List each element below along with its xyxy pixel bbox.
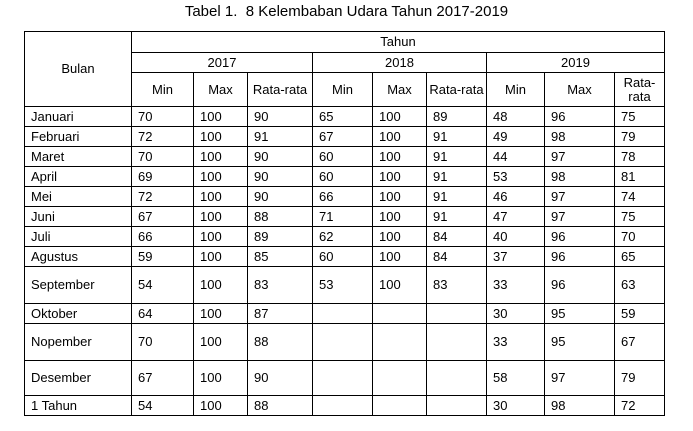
cell-max: 100 xyxy=(194,227,248,247)
cell-rata-rata: 90 xyxy=(248,167,313,187)
cell-max: 97 xyxy=(545,187,615,207)
cell-rata-rata: 63 xyxy=(615,267,665,304)
cell-min xyxy=(313,324,373,361)
cell-rata-rata: 72 xyxy=(615,396,665,416)
cell-bulan: Januari xyxy=(25,107,132,127)
cell-max: 100 xyxy=(194,107,248,127)
cell-max: 98 xyxy=(545,127,615,147)
cell-min xyxy=(313,396,373,416)
cell-rata-rata xyxy=(427,304,487,324)
cell-rata-rata: 91 xyxy=(427,187,487,207)
cell-min: 66 xyxy=(132,227,194,247)
cell-max: 100 xyxy=(373,227,427,247)
header-max: Max xyxy=(194,73,248,107)
cell-min: 48 xyxy=(487,107,545,127)
table-row xyxy=(25,167,665,187)
cell-min: 30 xyxy=(487,304,545,324)
cell-min: 30 xyxy=(487,396,545,416)
cell-max: 100 xyxy=(373,107,427,127)
cell-min: 72 xyxy=(132,127,194,147)
cell-rata-rata: 65 xyxy=(615,247,665,267)
table-row xyxy=(25,187,665,207)
cell-bulan: Februari xyxy=(25,127,132,147)
cell-max: 100 xyxy=(194,127,248,147)
cell-max xyxy=(373,361,427,396)
cell-rata-rata: 83 xyxy=(427,267,487,304)
cell-max: 97 xyxy=(545,207,615,227)
table-row xyxy=(25,304,665,324)
cell-rata-rata: 90 xyxy=(248,361,313,396)
cell-rata-rata: 85 xyxy=(248,247,313,267)
cell-max: 100 xyxy=(373,167,427,187)
cell-max: 100 xyxy=(373,207,427,227)
cell-bulan: September xyxy=(25,267,132,304)
cell-max: 100 xyxy=(194,187,248,207)
cell-min: 33 xyxy=(487,267,545,304)
cell-rata-rata: 91 xyxy=(427,207,487,227)
cell-rata-rata xyxy=(427,361,487,396)
cell-min: 72 xyxy=(132,187,194,207)
cell-min xyxy=(313,361,373,396)
cell-min: 64 xyxy=(132,304,194,324)
cell-bulan: 1 Tahun xyxy=(25,396,132,416)
cell-max xyxy=(373,304,427,324)
header-bulan: Bulan xyxy=(25,32,132,107)
cell-max: 97 xyxy=(545,147,615,167)
cell-rata-rata xyxy=(427,396,487,416)
table-caption: Tabel 1. 8 Kelembaban Udara Tahun 2017-2019 xyxy=(184,3,509,20)
table-row xyxy=(25,227,665,247)
cell-min: 67 xyxy=(132,207,194,227)
cell-min: 60 xyxy=(313,247,373,267)
cell-rata-rata: 83 xyxy=(248,267,313,304)
cell-min: 59 xyxy=(132,247,194,267)
header-row-year-group xyxy=(25,32,665,53)
cell-rata-rata: 75 xyxy=(615,207,665,227)
cell-rata-rata: 74 xyxy=(615,187,665,207)
cell-max: 100 xyxy=(194,267,248,304)
cell-min: 40 xyxy=(487,227,545,247)
cell-max: 96 xyxy=(545,267,615,304)
cell-rata-rata: 90 xyxy=(248,147,313,167)
cell-rata-rata: 91 xyxy=(427,127,487,147)
cell-min: 44 xyxy=(487,147,545,167)
cell-rata-rata: 84 xyxy=(427,247,487,267)
cell-max: 100 xyxy=(194,324,248,361)
header-rata-rata: Rata-rata xyxy=(427,73,487,107)
cell-min: 62 xyxy=(313,227,373,247)
cell-rata-rata: 91 xyxy=(248,127,313,147)
cell-max: 100 xyxy=(373,247,427,267)
table-row xyxy=(25,396,665,416)
cell-rata-rata: 79 xyxy=(615,127,665,147)
cell-min: 60 xyxy=(313,167,373,187)
table-row xyxy=(25,247,665,267)
cell-max xyxy=(373,324,427,361)
table-row xyxy=(25,361,665,396)
cell-max: 100 xyxy=(194,207,248,227)
cell-rata-rata: 88 xyxy=(248,396,313,416)
cell-max: 98 xyxy=(545,396,615,416)
cell-max: 98 xyxy=(545,167,615,187)
table-row xyxy=(25,127,665,147)
header-rata-rata: Rata-rata xyxy=(248,73,313,107)
header-year-2018: 2018 xyxy=(313,53,487,73)
cell-bulan: Desember xyxy=(25,361,132,396)
cell-bulan: Juli xyxy=(25,227,132,247)
cell-bulan: Oktober xyxy=(25,304,132,324)
cell-max: 100 xyxy=(373,127,427,147)
cell-max: 96 xyxy=(545,107,615,127)
header-min: Min xyxy=(487,73,545,107)
cell-min: 46 xyxy=(487,187,545,207)
cell-max: 100 xyxy=(373,187,427,207)
cell-max: 95 xyxy=(545,304,615,324)
cell-rata-rata: 88 xyxy=(248,324,313,361)
table-row xyxy=(25,147,665,167)
cell-rata-rata: 88 xyxy=(248,207,313,227)
cell-max: 96 xyxy=(545,227,615,247)
cell-bulan: Mei xyxy=(25,187,132,207)
cell-min: 66 xyxy=(313,187,373,207)
table-row xyxy=(25,267,665,304)
cell-max: 100 xyxy=(194,147,248,167)
cell-min: 60 xyxy=(313,147,373,167)
cell-max: 100 xyxy=(194,167,248,187)
cell-rata-rata: 87 xyxy=(248,304,313,324)
cell-max: 100 xyxy=(194,361,248,396)
cell-max: 96 xyxy=(545,247,615,267)
cell-rata-rata: 67 xyxy=(615,324,665,361)
cell-max: 100 xyxy=(373,267,427,304)
header-max: Max xyxy=(545,73,615,107)
cell-rata-rata: 84 xyxy=(427,227,487,247)
cell-rata-rata: 89 xyxy=(248,227,313,247)
cell-max: 100 xyxy=(194,247,248,267)
cell-rata-rata: 91 xyxy=(427,147,487,167)
cell-min: 71 xyxy=(313,207,373,227)
header-year-2019: 2019 xyxy=(487,53,665,73)
cell-max: 100 xyxy=(194,304,248,324)
cell-min: 65 xyxy=(313,107,373,127)
table-row xyxy=(25,207,665,227)
cell-rata-rata xyxy=(427,324,487,361)
cell-min: 37 xyxy=(487,247,545,267)
cell-min: 67 xyxy=(313,127,373,147)
cell-bulan: April xyxy=(25,167,132,187)
cell-bulan: Nopember xyxy=(25,324,132,361)
cell-min: 70 xyxy=(132,147,194,167)
cell-rata-rata: 79 xyxy=(615,361,665,396)
cell-min: 33 xyxy=(487,324,545,361)
header-rata-rata: Rata-rata xyxy=(615,73,665,107)
cell-rata-rata: 78 xyxy=(615,147,665,167)
cell-min: 54 xyxy=(132,396,194,416)
humidity-table xyxy=(24,31,665,416)
cell-bulan: Agustus xyxy=(25,247,132,267)
header-tahun: Tahun xyxy=(132,32,665,53)
header-min: Min xyxy=(132,73,194,107)
cell-max: 100 xyxy=(373,147,427,167)
table-row xyxy=(25,107,665,127)
cell-min: 47 xyxy=(487,207,545,227)
header-max: Max xyxy=(373,73,427,107)
cell-min: 58 xyxy=(487,361,545,396)
cell-rata-rata: 89 xyxy=(427,107,487,127)
cell-bulan: Juni xyxy=(25,207,132,227)
cell-min: 70 xyxy=(132,107,194,127)
cell-min: 54 xyxy=(132,267,194,304)
cell-rata-rata: 90 xyxy=(248,187,313,207)
cell-max: 95 xyxy=(545,324,615,361)
cell-rata-rata: 90 xyxy=(248,107,313,127)
cell-min xyxy=(313,304,373,324)
header-year-2017: 2017 xyxy=(132,53,313,73)
cell-max xyxy=(373,396,427,416)
cell-min: 70 xyxy=(132,324,194,361)
cell-max: 97 xyxy=(545,361,615,396)
cell-rata-rata: 75 xyxy=(615,107,665,127)
cell-rata-rata: 70 xyxy=(615,227,665,247)
cell-min: 67 xyxy=(132,361,194,396)
cell-min: 69 xyxy=(132,167,194,187)
cell-rata-rata: 59 xyxy=(615,304,665,324)
cell-rata-rata: 81 xyxy=(615,167,665,187)
header-min: Min xyxy=(313,73,373,107)
table-row xyxy=(25,324,665,361)
cell-min: 53 xyxy=(487,167,545,187)
cell-min: 53 xyxy=(313,267,373,304)
cell-min: 49 xyxy=(487,127,545,147)
cell-rata-rata: 91 xyxy=(427,167,487,187)
cell-max: 100 xyxy=(194,396,248,416)
cell-bulan: Maret xyxy=(25,147,132,167)
